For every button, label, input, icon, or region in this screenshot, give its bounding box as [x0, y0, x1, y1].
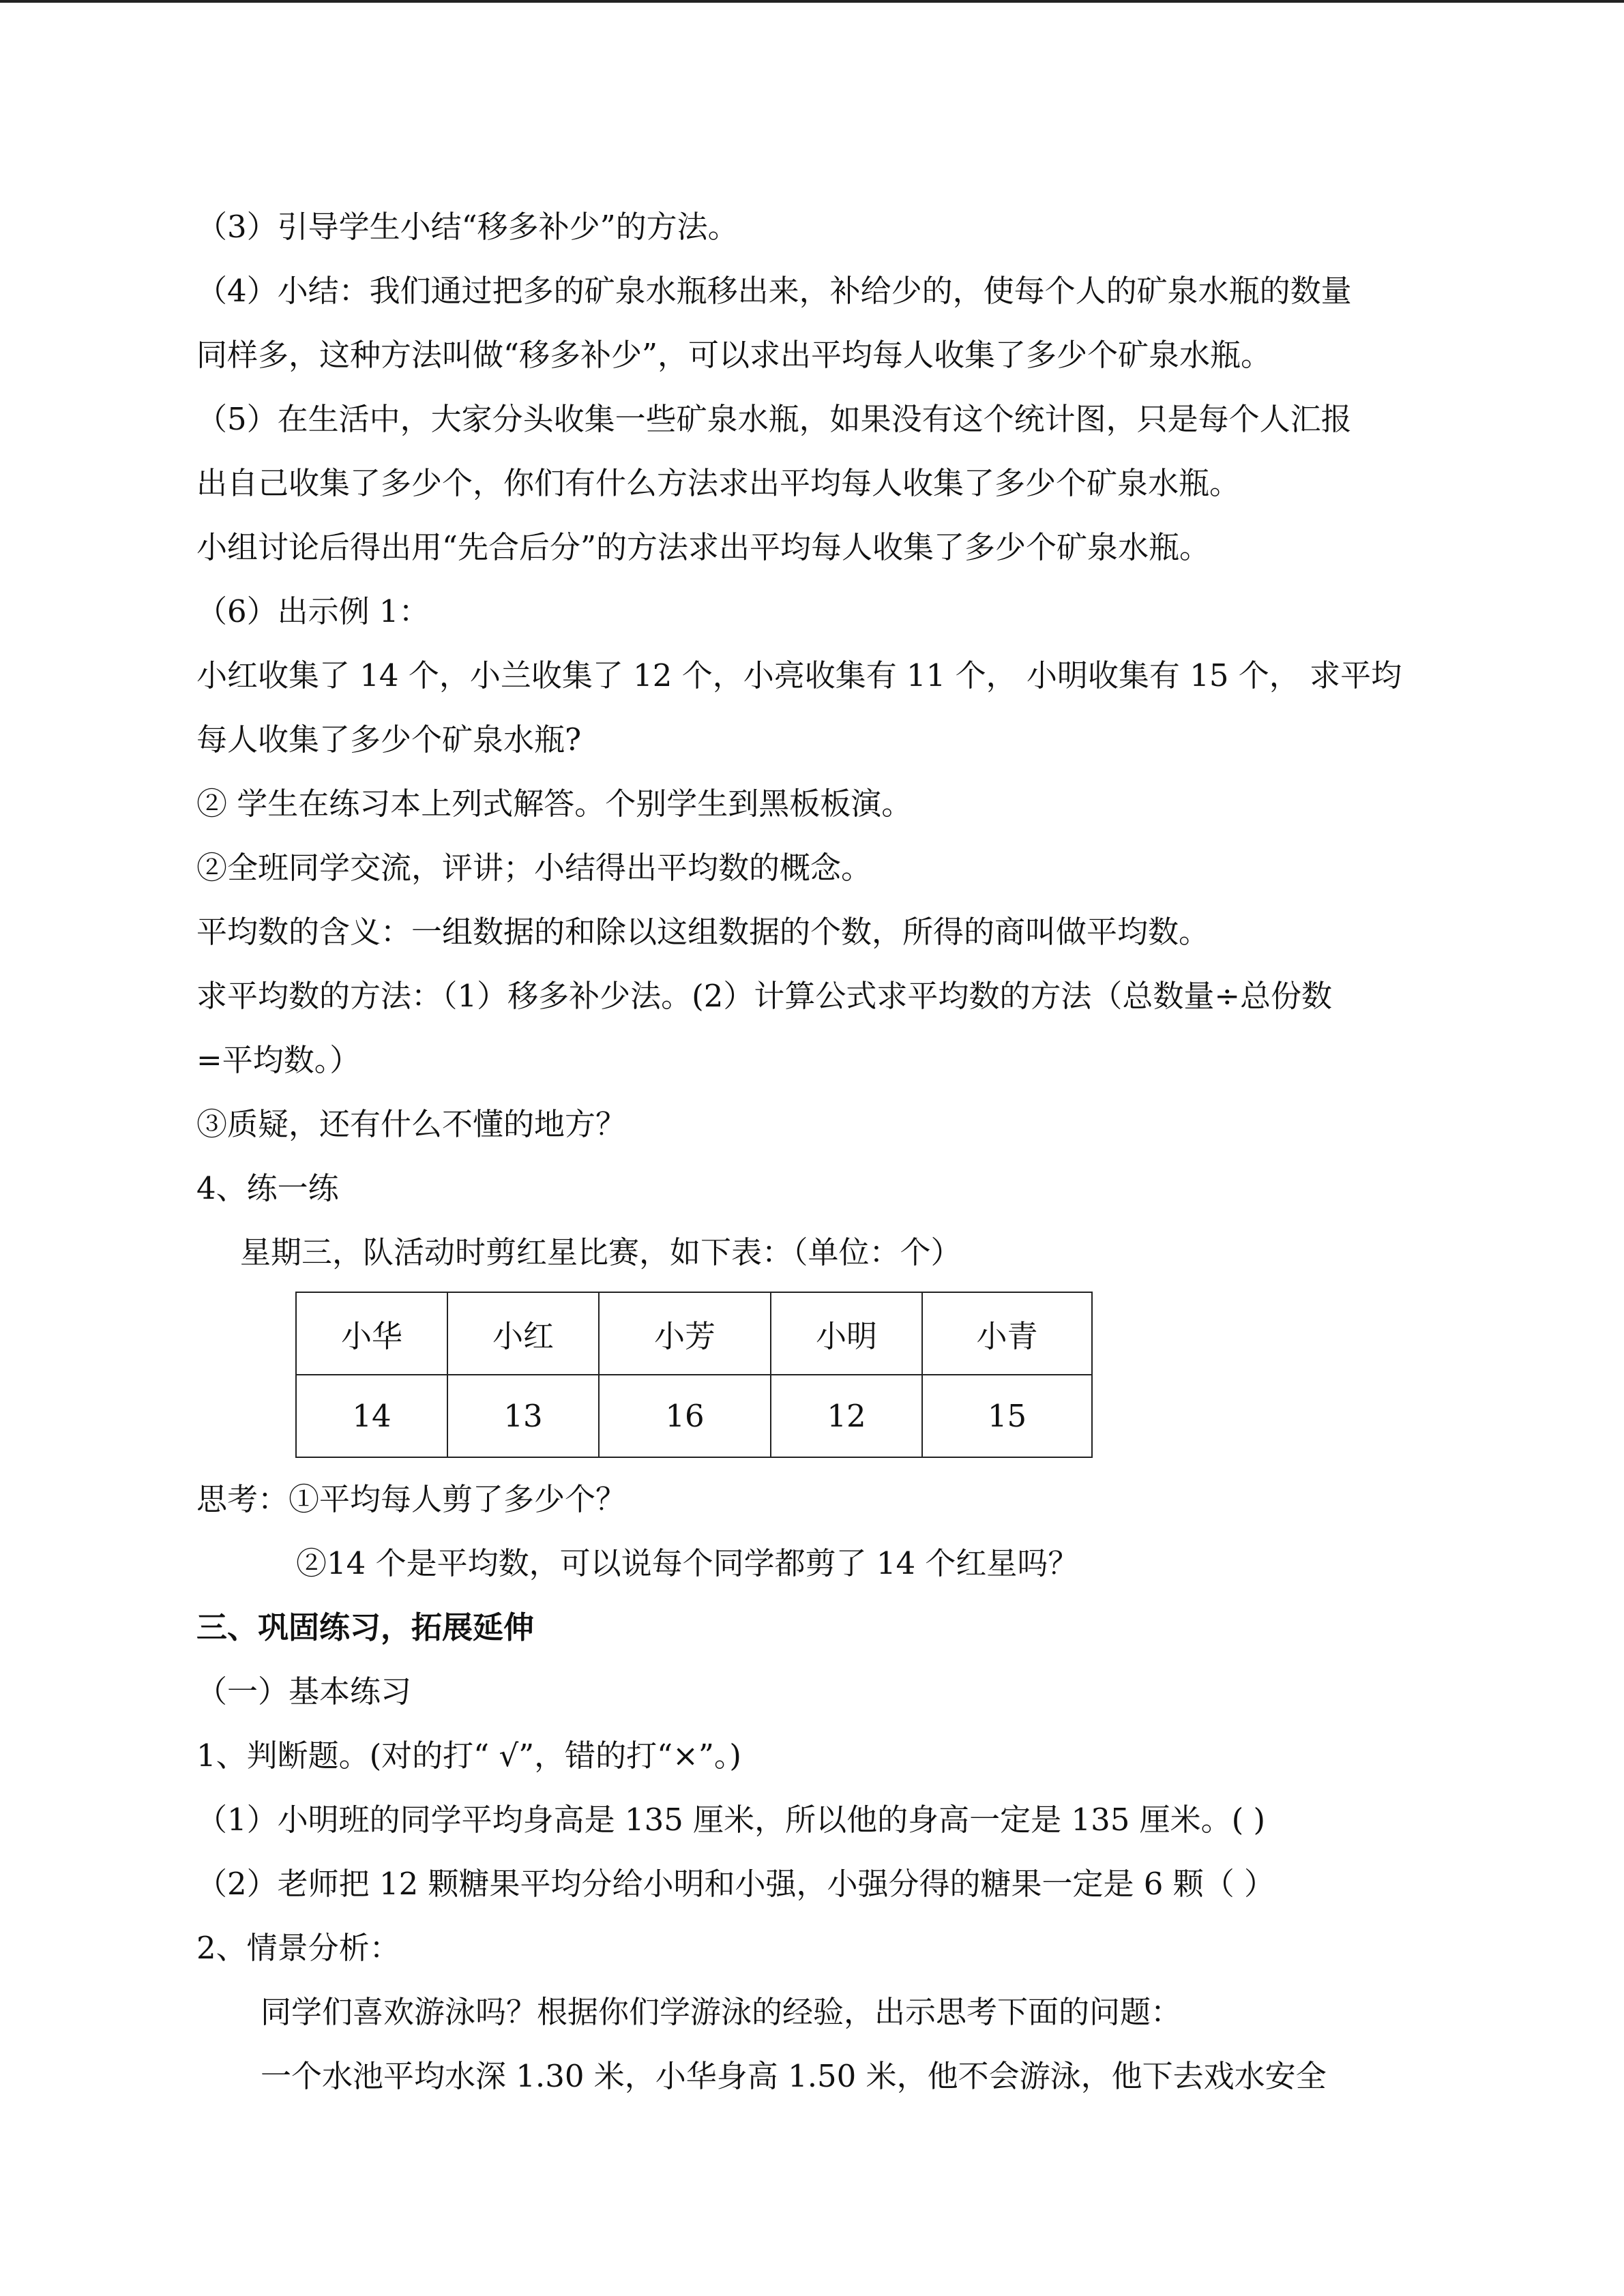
- think-question-2: ②14 个是平均数，可以说每个同学都剪了 14 个红星吗？: [296, 1545, 1079, 1581]
- text-line: （6）出示例 1：: [196, 593, 430, 629]
- text-line: 平均数的含义：一组数据的和除以这组数据的个数，所得的商叫做平均数。: [196, 914, 1210, 950]
- text-line: 1、判断题。(对的打“ √”，错的打“×”。): [196, 1738, 741, 1774]
- text-line: ② 学生在练习本上列式解答。个别学生到黑板板演。: [196, 786, 913, 822]
- text-line: （2）老师把 12 颗糖果平均分给小明和小强，小强分得的糖果一定是 6 颗（ ）: [196, 1866, 1275, 1902]
- text-line: （一）基本练习: [196, 1673, 412, 1710]
- text-line: ③质疑，还有什么不懂的地方？: [196, 1106, 627, 1142]
- table-value-cell: 13: [447, 1375, 599, 1457]
- text-line: 小红收集了 14 个，小兰收集了 12 个，小亮收集有 11 个， 小明收集有 15 个， 求平均: [196, 657, 1402, 694]
- table-header-row: [296, 1292, 1092, 1375]
- text-line: 4、练一练: [196, 1170, 339, 1206]
- text-line: ②全班同学交流，评讲；小结得出平均数的概念。: [196, 850, 872, 886]
- scenario-line: 同学们喜欢游泳吗？根据你们学游泳的经验，出示思考下面的问题：: [261, 1994, 1182, 2030]
- top-border-line: [0, 0, 1624, 3]
- text-line: 求平均数的方法：（1）移多补少法。(2）计算公式求平均数的方法（总数量÷总份数: [196, 978, 1333, 1014]
- text-line: 同样多，这种方法叫做“移多补少”，可以求出平均每人收集了多少个矿泉水瓶。: [196, 337, 1272, 373]
- table-value-cell: 14: [296, 1375, 447, 1457]
- text-line: （1）小明班的同学平均身高是 135 厘米，所以他的身高一定是 135 厘米。( ): [196, 1802, 1266, 1838]
- text-line: 每人收集了多少个矿泉水瓶?: [196, 721, 582, 758]
- table-value-cell: 16: [599, 1375, 771, 1457]
- results-table-wrapper: [196, 1292, 1431, 1458]
- text-line: 小组讨论后得出用“先合后分”的方法求出平均每人收集了多少个矿泉水瓶。: [196, 529, 1211, 565]
- section-heading: 三、巩固练习，拓展延伸: [196, 1609, 535, 1645]
- table-intro: 星期三，队活动时剪红星比赛，如下表：（单位：个）: [240, 1234, 962, 1270]
- table-value-row: [296, 1375, 1092, 1457]
- table-header-cell: 小明: [771, 1292, 922, 1375]
- table-header-cell: 小芳: [599, 1292, 771, 1375]
- table-value-cell: 15: [922, 1375, 1092, 1457]
- table-header-cell: 小红: [447, 1292, 599, 1375]
- table-header-cell: 小青: [922, 1292, 1092, 1375]
- results-table: [295, 1292, 1093, 1458]
- text-line: 出自己收集了多少个，你们有什么方法求出平均每人收集了多少个矿泉水瓶。: [196, 465, 1241, 501]
- text-line: （5）在生活中，大家分头收集一些矿泉水瓶，如果没有这个统计图，只是每个人汇报: [196, 401, 1352, 437]
- text-line: =平均数。）: [196, 1042, 361, 1078]
- text-line: （3）引导学生小结“移多补少”的方法。: [196, 209, 739, 245]
- document-page: [196, 195, 1431, 2108]
- text-line: 2、情景分析：: [196, 1930, 400, 1966]
- table-header-cell: 小华: [296, 1292, 447, 1375]
- scenario-line: 一个水池平均水深 1.30 米，小华身高 1.50 米，他不会游泳，他下去戏水安全: [261, 2058, 1327, 2094]
- think-question-1: 思考：①平均每人剪了多少个？: [196, 1481, 627, 1517]
- text-line: （4）小结：我们通过把多的矿泉水瓶移出来，补给少的，使每个人的矿泉水瓶的数量: [196, 273, 1352, 309]
- table-value-cell: 12: [771, 1375, 922, 1457]
